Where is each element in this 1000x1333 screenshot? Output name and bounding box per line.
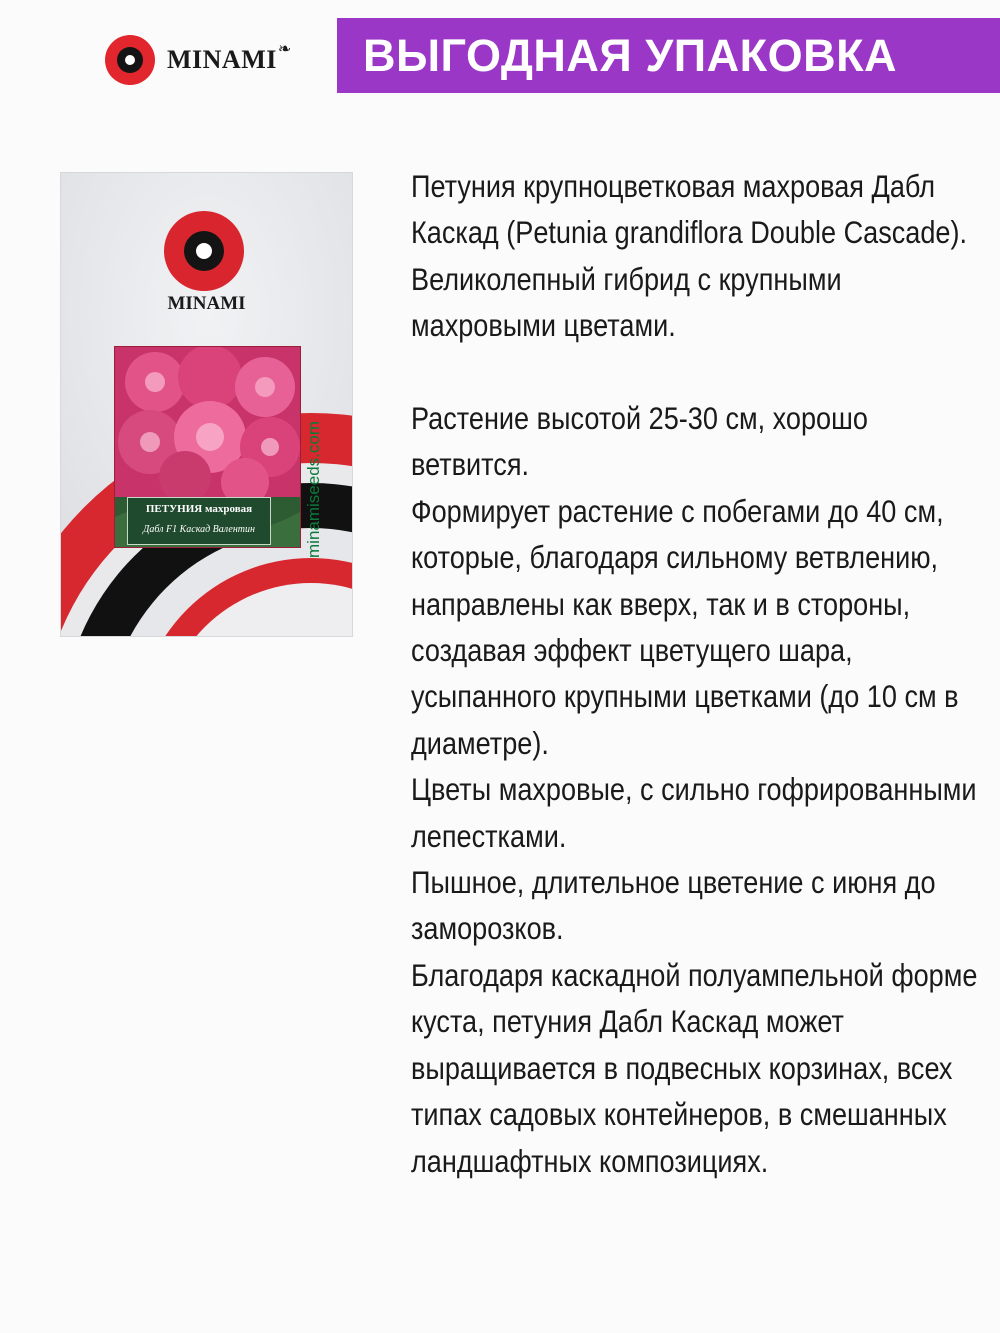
packet-label xyxy=(127,497,271,545)
packet-title: ПЕТУНИЯ махровая xyxy=(145,503,253,515)
packet-brand: MINAMI xyxy=(167,293,246,314)
brand-name: MINAMI xyxy=(167,45,277,74)
promo-banner xyxy=(337,18,1000,93)
seed-packet-image xyxy=(60,172,353,637)
packet-logo-icon xyxy=(164,211,244,291)
brand-logo xyxy=(105,32,291,88)
description-usage: Благодаря каскадной полуампельной форме куста, петуния Дабл Каскад может выращивается в подвесных корзинах, всех типах садовых контейнеров, в смешанных ландшафтных композициях. xyxy=(411,956,978,1179)
packet-website: minamiseeds.com xyxy=(304,421,323,558)
product-description xyxy=(411,163,978,1184)
brand-mark-icon xyxy=(105,35,155,85)
packet-variety: Дабл F1 Каскад Валентин xyxy=(143,524,255,535)
description-shape: Формирует растение с побегами до 40 см, которые, благодаря сильному ветвлению, направлены как вверх, так и в стороны, создавая эффект цветущего шара, усыпанного крупными цветками (до 10 см в диаметре). xyxy=(411,492,959,761)
description-bloom: Пышное, длительное цветение с июня до заморозков. xyxy=(411,864,936,947)
leaf-icon: ❧ xyxy=(277,38,292,58)
banner-text: ВЫГОДНАЯ УПАКОВКА xyxy=(363,29,898,81)
description-flowers: Цветы махровые, с сильно гофрированными лепестками. xyxy=(411,771,977,854)
description-height: Растение высотой 25-30 см, хорошо ветвится. xyxy=(411,400,868,483)
description-intro: Петуния крупноцветковая махровая Дабл Каскад (Petunia grandiflora Double Cascade). Великолепный гибрид с крупными махровыми цветами. xyxy=(411,168,968,344)
